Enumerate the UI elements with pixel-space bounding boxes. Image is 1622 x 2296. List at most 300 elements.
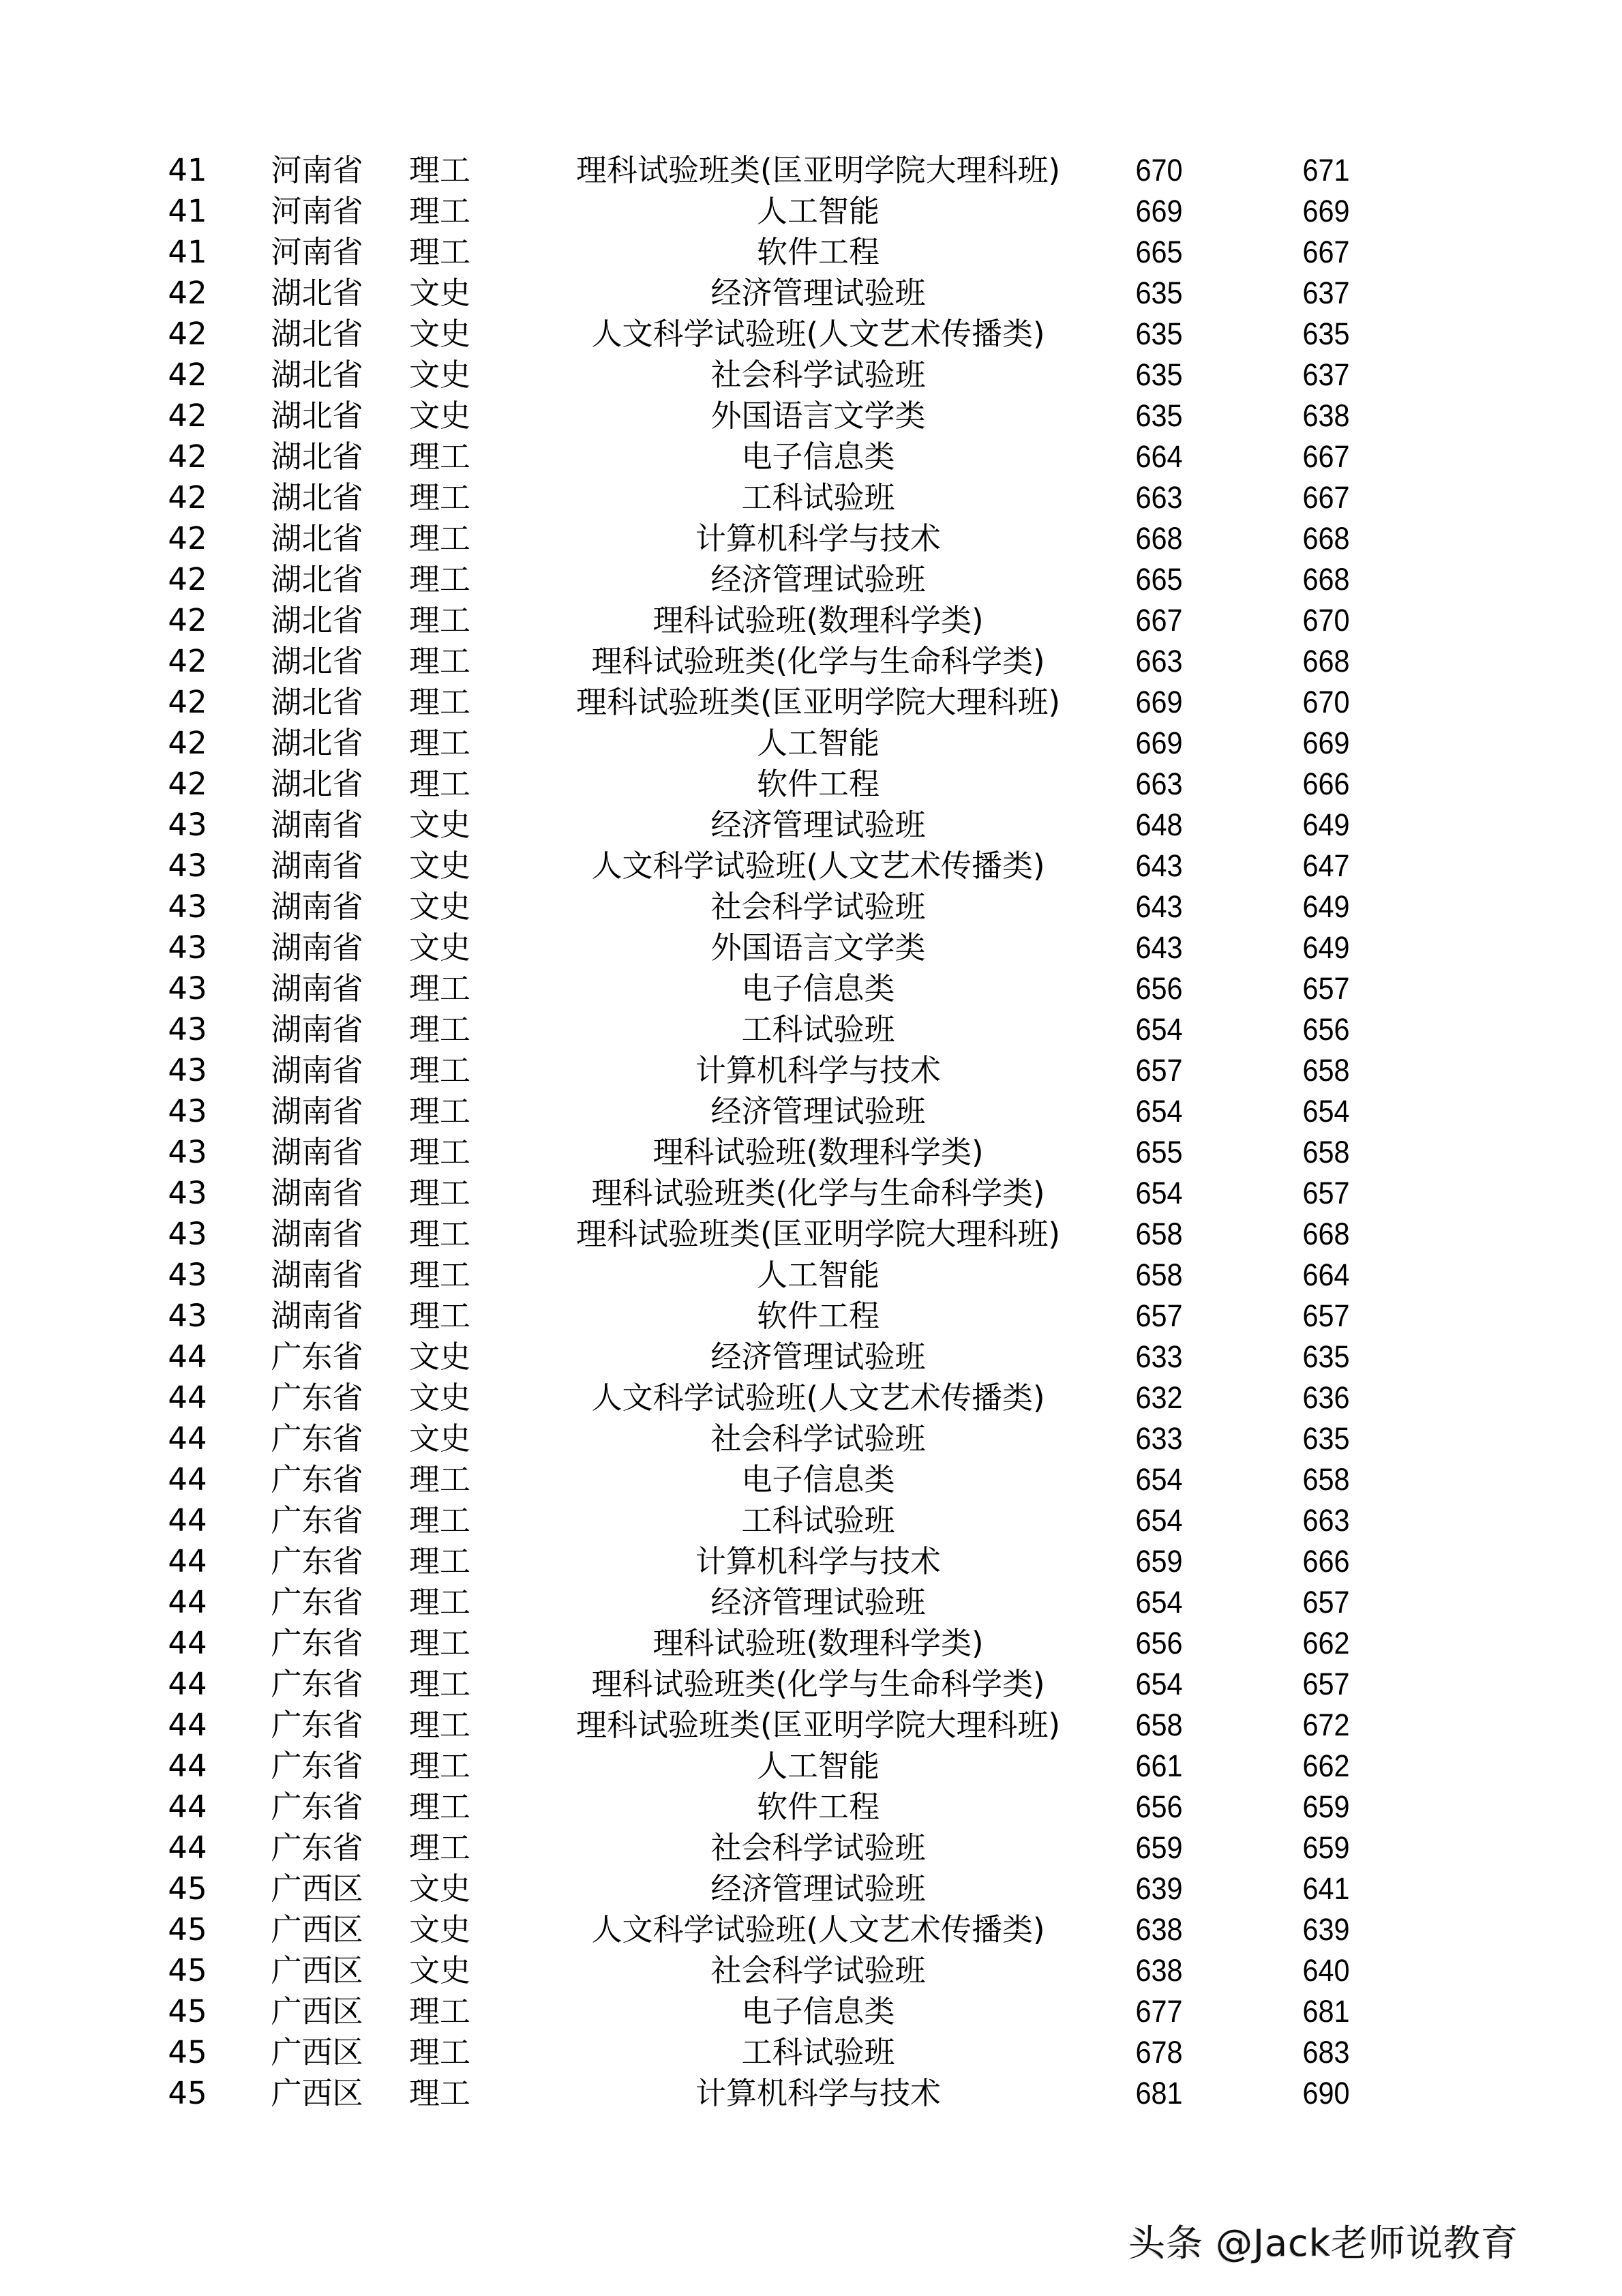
min-score-cell: 648 [1135,807,1183,842]
subject-type-cell: 理工 [408,1175,470,1211]
province-code-cell: 43 [168,1216,207,1252]
subject-type-cell: 文史 [408,1339,470,1375]
subject-type-cell: 理工 [408,1993,470,2029]
table-row [0,191,1622,232]
min-score-cell: 667 [1135,603,1183,638]
province-cell: 广东省 [271,1707,363,1743]
min-score-cell: 635 [1135,398,1183,433]
max-score-cell: 649 [1302,930,1350,965]
min-score-cell: 658 [1135,1257,1183,1292]
max-score-cell: 671 [1302,153,1350,188]
min-score-cell: 657 [1135,1298,1183,1333]
province-code-cell: 42 [168,275,207,311]
max-score-cell: 639 [1302,1912,1350,1947]
province-cell: 湖北省 [271,725,363,761]
min-score-cell: 677 [1135,1994,1183,2029]
table-row [0,1991,1622,2032]
max-score-cell: 667 [1302,439,1350,474]
max-score-cell: 670 [1302,685,1350,719]
subject-type-cell: 理工 [408,1461,470,1497]
subject-type-cell: 理工 [408,766,470,802]
major-cell: 经济管理试验班 [710,1584,926,1620]
table-row [0,1173,1622,1214]
min-score-cell: 656 [1135,1626,1183,1660]
major-cell: 软件工程 [756,1298,880,1334]
table-row [0,1828,1622,1868]
table-row [0,805,1622,846]
subject-type-cell: 理工 [408,193,470,229]
max-score-cell: 657 [1302,971,1350,1006]
major-cell: 软件工程 [756,1789,880,1825]
province-cell: 湖北省 [271,316,363,352]
major-cell: 理科试验班(数理科学类) [652,1134,984,1170]
major-cell: 软件工程 [756,766,880,802]
min-score-cell: 638 [1135,1953,1183,1988]
province-cell: 广东省 [271,1666,363,1702]
min-score-cell: 639 [1135,1871,1183,1906]
min-score-cell: 635 [1135,316,1183,351]
table-row [0,559,1622,600]
province-code-cell: 44 [168,1461,207,1497]
major-cell: 工科试验班 [741,1011,895,1047]
table-row [0,1541,1622,1582]
major-cell: 电子信息类 [741,970,895,1007]
major-cell: 计算机科学与技术 [695,520,941,556]
min-score-cell: 654 [1135,1585,1183,1620]
min-score-cell: 654 [1135,1176,1183,1210]
table-row [0,1132,1622,1173]
max-score-cell: 668 [1302,562,1350,597]
subject-type-cell: 理工 [408,234,470,270]
table-row [0,2032,1622,2073]
major-cell: 电子信息类 [741,438,895,475]
province-cell: 河南省 [271,234,363,270]
major-cell: 社会科学试验班 [710,1952,926,1988]
major-cell: 外国语言文学类 [710,398,926,434]
min-score-cell: 657 [1135,1053,1183,1088]
max-score-cell: 649 [1302,807,1350,842]
min-score-cell: 654 [1135,1012,1183,1047]
province-code-cell: 43 [168,1093,207,1129]
table-row [0,436,1622,477]
subject-type-cell: 理工 [408,1748,470,1784]
province-code-cell: 43 [168,929,207,966]
subject-type-cell: 理工 [408,1707,470,1743]
table-row [0,1582,1622,1623]
min-score-cell: 659 [1135,1544,1183,1579]
province-code-cell: 44 [168,1584,207,1620]
province-cell: 河南省 [271,193,363,229]
max-score-cell: 667 [1302,235,1350,269]
table-row [0,314,1622,355]
max-score-cell: 683 [1302,2035,1350,2070]
province-code-cell: 43 [168,807,207,843]
max-score-cell: 635 [1302,1421,1350,1456]
table-row [0,150,1622,191]
max-score-cell: 637 [1302,275,1350,310]
province-cell: 湖南省 [271,807,363,843]
province-cell: 湖北省 [271,602,363,638]
subject-type-cell: 理工 [408,1625,470,1661]
major-cell: 理科试验班(数理科学类) [652,602,984,638]
table-row [0,1050,1622,1091]
max-score-cell: 663 [1302,1503,1350,1538]
table-row [0,968,1622,1009]
subject-type-cell: 理工 [408,1543,470,1579]
max-score-cell: 659 [1302,1830,1350,1865]
province-cell: 广东省 [271,1502,363,1538]
subject-type-cell: 理工 [408,152,470,188]
subject-type-cell: 理工 [408,1257,470,1293]
province-code-cell: 45 [168,1952,207,1988]
max-score-cell: 654 [1302,1094,1350,1129]
province-cell: 湖北省 [271,561,363,597]
max-score-cell: 635 [1302,1339,1350,1374]
max-score-cell: 636 [1302,1380,1350,1415]
max-score-cell: 640 [1302,1953,1350,1988]
subject-type-cell: 文史 [408,1911,470,1948]
min-score-cell: 670 [1135,153,1183,188]
province-cell: 湖南省 [271,1011,363,1047]
table-row [0,600,1622,641]
table-row [0,846,1622,886]
max-score-cell: 638 [1302,398,1350,433]
min-score-cell: 663 [1135,480,1183,515]
province-code-cell: 44 [168,1707,207,1743]
province-cell: 湖南省 [271,1093,363,1129]
min-score-cell: 658 [1135,1708,1183,1742]
province-code-cell: 43 [168,1134,207,1170]
max-score-cell: 657 [1302,1667,1350,1701]
table-row [0,1950,1622,1991]
major-cell: 经济管理试验班 [710,1093,926,1129]
subject-type-cell: 文史 [408,889,470,925]
min-score-cell: 633 [1135,1339,1183,1374]
max-score-cell: 649 [1302,889,1350,924]
province-code-cell: 44 [168,1625,207,1661]
min-score-cell: 643 [1135,889,1183,924]
major-cell: 理科试验班类(匡亚明学院大理科班) [575,684,1061,720]
province-cell: 河南省 [271,152,363,188]
province-code-cell: 44 [168,1748,207,1784]
province-cell: 湖北省 [271,357,363,393]
major-cell: 经济管理试验班 [710,561,926,597]
max-score-cell: 662 [1302,1626,1350,1660]
min-score-cell: 654 [1135,1462,1183,1497]
table-row [0,1296,1622,1337]
subject-type-cell: 理工 [408,643,470,679]
province-cell: 湖北省 [271,275,363,311]
major-cell: 电子信息类 [741,1461,895,1497]
major-cell: 工科试验班 [741,1502,895,1538]
subject-type-cell: 文史 [408,1870,470,1907]
min-score-cell: 638 [1135,1912,1183,1947]
min-score-cell: 663 [1135,766,1183,801]
province-code-cell: 42 [168,725,207,761]
max-score-cell: 657 [1302,1298,1350,1333]
major-cell: 经济管理试验班 [710,275,926,311]
province-code-cell: 43 [168,1298,207,1334]
province-cell: 广东省 [271,1748,363,1784]
major-cell: 人工智能 [756,1257,880,1293]
major-cell: 计算机科学与技术 [695,1052,941,1088]
major-cell: 经济管理试验班 [710,1339,926,1375]
table-row [0,1868,1622,1909]
max-score-cell: 656 [1302,1012,1350,1047]
province-cell: 广东省 [271,1420,363,1457]
province-cell: 湖北省 [271,520,363,556]
max-score-cell: 637 [1302,357,1350,392]
province-code-cell: 44 [168,1339,207,1375]
major-cell: 理科试验班类(匡亚明学院大理科班) [575,1216,1061,1252]
table-row [0,682,1622,723]
min-score-cell: 669 [1135,194,1183,228]
major-cell: 理科试验班类(匡亚明学院大理科班) [575,1707,1061,1743]
province-cell: 广东省 [271,1830,363,1866]
major-cell: 经济管理试验班 [710,807,926,843]
table-row [0,1214,1622,1255]
max-score-cell: 681 [1302,1994,1350,2029]
province-code-cell: 43 [168,1257,207,1293]
min-score-cell: 663 [1135,644,1183,679]
max-score-cell: 672 [1302,1708,1350,1742]
major-cell: 人工智能 [756,725,880,761]
table-row [0,1705,1622,1746]
table-row [0,2073,1622,2114]
province-cell: 广西区 [271,1911,363,1948]
min-score-cell: 668 [1135,521,1183,556]
province-cell: 湖南省 [271,1175,363,1211]
min-score-cell: 656 [1135,1789,1183,1824]
subject-type-cell: 理工 [408,2075,470,2111]
min-score-cell: 643 [1135,930,1183,965]
province-code-cell: 43 [168,970,207,1007]
province-code-cell: 44 [168,1789,207,1825]
table-row [0,723,1622,764]
major-cell: 电子信息类 [741,1993,895,2029]
province-cell: 湖南省 [271,1298,363,1334]
subject-type-cell: 理工 [408,1093,470,1129]
province-code-cell: 45 [168,2075,207,2111]
major-cell: 软件工程 [756,234,880,270]
province-cell: 广西区 [271,2034,363,2070]
province-code-cell: 42 [168,520,207,556]
province-code-cell: 45 [168,1870,207,1907]
major-cell: 理科试验班类(化学与生命科学类) [591,643,1045,679]
subject-type-cell: 理工 [408,479,470,516]
table-row [0,1787,1622,1828]
province-cell: 广东省 [271,1380,363,1416]
province-code-cell: 41 [168,152,207,188]
min-score-cell: 635 [1135,275,1183,310]
subject-type-cell: 理工 [408,1216,470,1252]
table-row [0,1337,1622,1377]
max-score-cell: 667 [1302,480,1350,515]
table-row [0,1377,1622,1418]
subject-type-cell: 理工 [408,561,470,597]
subject-type-cell: 文史 [408,807,470,843]
table-row [0,1009,1622,1050]
max-score-cell: 635 [1302,316,1350,351]
subject-type-cell: 文史 [408,357,470,393]
max-score-cell: 658 [1302,1135,1350,1169]
table-row [0,232,1622,273]
province-cell: 湖南省 [271,1052,363,1088]
table-row [0,477,1622,518]
province-code-cell: 44 [168,1380,207,1416]
max-score-cell: 690 [1302,2076,1350,2111]
province-code-cell: 41 [168,234,207,270]
table-row [0,1664,1622,1705]
subject-type-cell: 理工 [408,520,470,556]
table-row [0,396,1622,436]
province-code-cell: 44 [168,1543,207,1579]
admission-scores-table [0,150,1622,2114]
max-score-cell: 666 [1302,766,1350,801]
subject-type-cell: 文史 [408,1952,470,1988]
max-score-cell: 670 [1302,603,1350,638]
table-row [0,1255,1622,1296]
min-score-cell: 655 [1135,1135,1183,1169]
province-cell: 湖北省 [271,398,363,434]
table-row [0,764,1622,805]
min-score-cell: 635 [1135,357,1183,392]
subject-type-cell: 理工 [408,1502,470,1538]
subject-type-cell: 文史 [408,275,470,311]
province-cell: 广东省 [271,1789,363,1825]
major-cell: 社会科学试验班 [710,889,926,925]
min-score-cell: 664 [1135,439,1183,474]
major-cell: 社会科学试验班 [710,1830,926,1866]
subject-type-cell: 文史 [408,1420,470,1457]
province-code-cell: 44 [168,1502,207,1538]
major-cell: 人工智能 [756,1748,880,1784]
province-cell: 广东省 [271,1543,363,1579]
major-cell: 工科试验班 [741,479,895,516]
subject-type-cell: 文史 [408,398,470,434]
min-score-cell: 665 [1135,235,1183,269]
province-cell: 湖北省 [271,684,363,720]
max-score-cell: 664 [1302,1257,1350,1292]
major-cell: 理科试验班(数理科学类) [652,1625,984,1661]
min-score-cell: 681 [1135,2076,1183,2111]
max-score-cell: 666 [1302,1544,1350,1579]
min-score-cell: 669 [1135,685,1183,719]
max-score-cell: 669 [1302,194,1350,228]
subject-type-cell: 理工 [408,1134,470,1170]
table-row [0,518,1622,559]
table-row [0,1459,1622,1500]
max-score-cell: 658 [1302,1462,1350,1497]
province-cell: 广东省 [271,1339,363,1375]
table-row [0,355,1622,396]
max-score-cell: 658 [1302,1053,1350,1088]
table-row [0,1746,1622,1787]
province-code-cell: 42 [168,643,207,679]
province-code-cell: 42 [168,561,207,597]
province-code-cell: 45 [168,2034,207,2070]
province-cell: 湖南省 [271,929,363,966]
table-row [0,886,1622,927]
watermark: 头条 @Jack老师说教育 [1128,2222,1519,2265]
province-code-cell: 43 [168,1175,207,1211]
max-score-cell: 668 [1302,1217,1350,1251]
max-score-cell: 641 [1302,1871,1350,1906]
major-cell: 人文科学试验班(人文艺术传播类) [591,316,1045,352]
province-cell: 广东省 [271,1625,363,1661]
min-score-cell: 654 [1135,1094,1183,1129]
min-score-cell: 633 [1135,1421,1183,1456]
max-score-cell: 647 [1302,848,1350,883]
province-cell: 广东省 [271,1584,363,1620]
province-code-cell: 42 [168,684,207,720]
major-cell: 计算机科学与技术 [695,2075,941,2111]
subject-type-cell: 文史 [408,1380,470,1416]
max-score-cell: 657 [1302,1176,1350,1210]
province-code-cell: 43 [168,1011,207,1047]
table-row [0,1418,1622,1459]
major-cell: 工科试验班 [741,2034,895,2070]
table-row [0,1623,1622,1664]
province-code-cell: 42 [168,316,207,352]
table-row [0,1091,1622,1132]
max-score-cell: 659 [1302,1789,1350,1824]
province-cell: 湖北省 [271,438,363,475]
subject-type-cell: 理工 [408,1052,470,1088]
province-cell: 湖南省 [271,1216,363,1252]
major-cell: 理科试验班类(化学与生命科学类) [591,1175,1045,1211]
province-code-cell: 44 [168,1666,207,1702]
min-score-cell: 661 [1135,1748,1183,1783]
min-score-cell: 643 [1135,848,1183,883]
subject-type-cell: 文史 [408,848,470,884]
table-row [0,1500,1622,1541]
max-score-cell: 669 [1302,726,1350,760]
province-code-cell: 43 [168,889,207,925]
province-cell: 湖南省 [271,1134,363,1170]
subject-type-cell: 理工 [408,1011,470,1047]
max-score-cell: 657 [1302,1585,1350,1620]
max-score-cell: 662 [1302,1748,1350,1783]
province-cell: 湖北省 [271,766,363,802]
province-code-cell: 42 [168,766,207,802]
subject-type-cell: 文史 [408,929,470,966]
province-code-cell: 45 [168,1993,207,2029]
subject-type-cell: 理工 [408,1830,470,1866]
subject-type-cell: 理工 [408,438,470,475]
table-row [0,641,1622,682]
province-code-cell: 43 [168,1052,207,1088]
subject-type-cell: 理工 [408,602,470,638]
min-score-cell: 665 [1135,562,1183,597]
table-row [0,927,1622,968]
province-code-cell: 44 [168,1830,207,1866]
major-cell: 人文科学试验班(人文艺术传播类) [591,1380,1045,1416]
major-cell: 外国语言文学类 [710,929,926,966]
major-cell: 人文科学试验班(人文艺术传播类) [591,848,1045,884]
province-code-cell: 43 [168,848,207,884]
table-row [0,273,1622,314]
subject-type-cell: 理工 [408,1789,470,1825]
province-code-cell: 42 [168,357,207,393]
subject-type-cell: 理工 [408,970,470,1007]
table-row [0,1909,1622,1950]
subject-type-cell: 理工 [408,2034,470,2070]
min-score-cell: 632 [1135,1380,1183,1415]
major-cell: 理科试验班类(化学与生命科学类) [591,1666,1045,1702]
province-cell: 湖南省 [271,1257,363,1293]
max-score-cell: 668 [1302,644,1350,679]
